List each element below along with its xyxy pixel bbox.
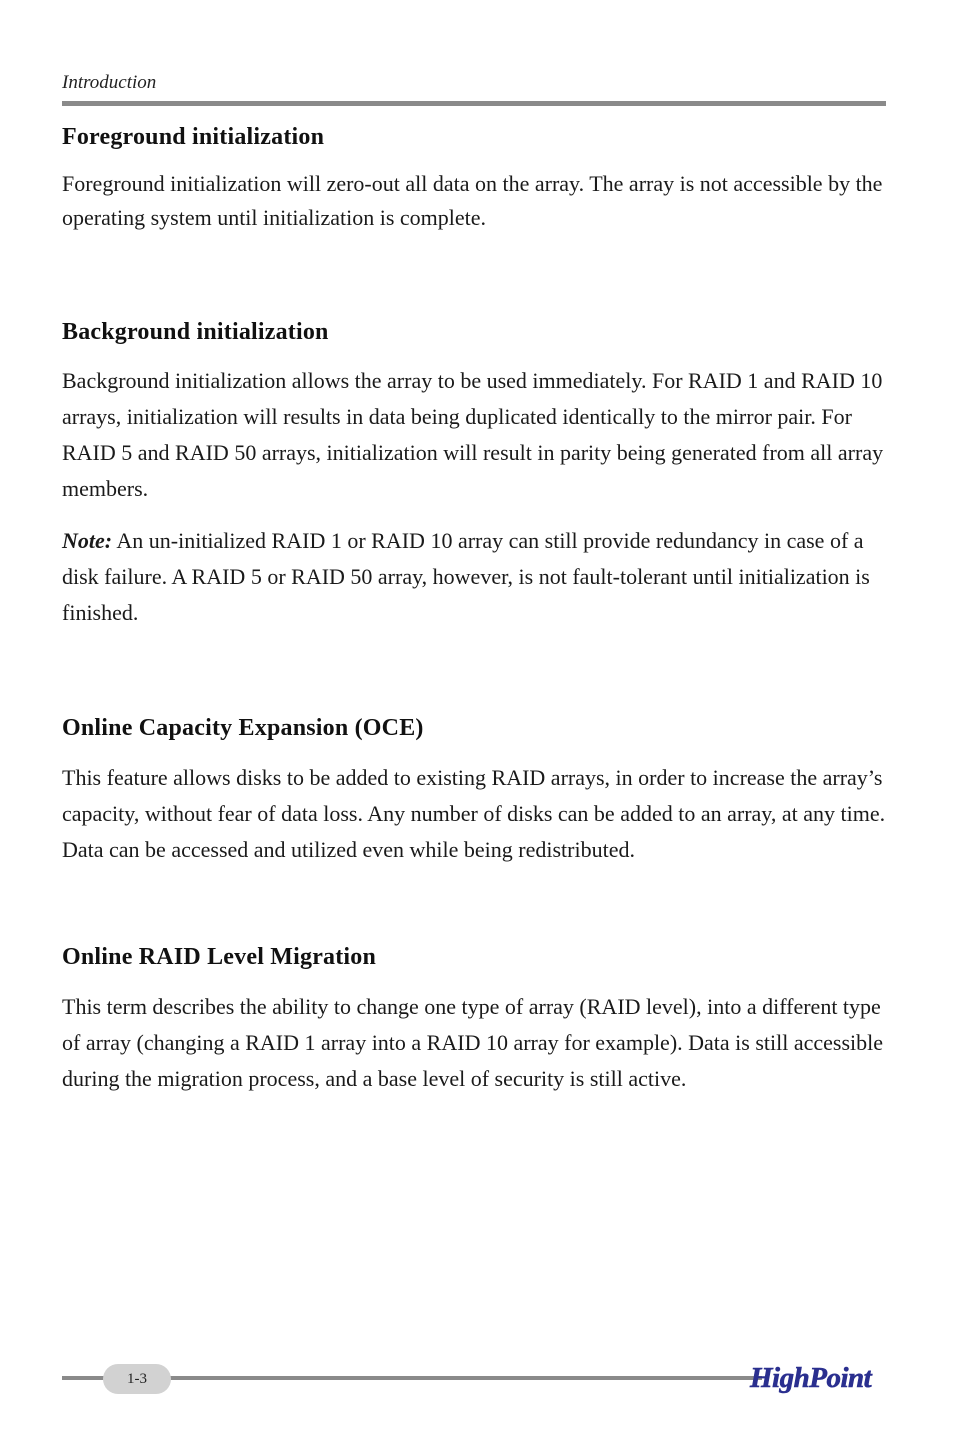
running-header: Introduction — [62, 72, 157, 93]
note-text: An un-initialized RAID 1 or RAID 10 array can still provide redundancy in case of a disk failure. A RAID 5 or RAID 50 array, however, is not fault-tolerant until initialization is finished. — [62, 528, 870, 625]
section-oce — [62, 715, 892, 868]
logo-text: HighPoint — [750, 1362, 872, 1394]
section-foreground-init — [62, 124, 892, 235]
note-paragraph — [62, 523, 892, 631]
section-heading: Online RAID Level Migration — [62, 944, 377, 970]
section-heading: Online Capacity Expansion (OCE) — [62, 715, 424, 741]
section-raid-migration — [62, 944, 892, 1097]
section-paragraph: Background initialization allows the array to be used immediately. For RAID 1 and RAID 10 arrays, initialization will results in data being duplicated identically to the mirror pair. For RAID 5 and RAID 50 arrays, initialization will result in parity being generated from all array members. — [62, 368, 884, 501]
section-background-init — [62, 319, 892, 631]
header-rule — [62, 101, 886, 106]
section-paragraph: This feature allows disks to be added to existing RAID arrays, in order to increase the array’s capacity, without fear of data loss. Any number of disks can be added to an array, at any time. Data can be accessed and utilized even while being redistributed. — [62, 765, 886, 862]
section-paragraph: This term describes the ability to change one type of array (RAID level), into a different type of array (changing a RAID 1 array into a RAID 10 array for example). Data is still accessible during the migration process, and a base level of security is still active. — [62, 994, 884, 1091]
section-heading: Background initialization — [62, 319, 329, 345]
page-number-badge: 1-3 — [103, 1364, 171, 1394]
section-heading: Foreground initialization — [62, 124, 325, 150]
section-paragraph: Foreground initialization will zero-out all data on the array. The array is not accessible by the operating system until initialization is complete. — [62, 171, 883, 230]
note-label: Note: — [62, 528, 113, 553]
page-content — [62, 124, 892, 1097]
highpoint-logo — [748, 1358, 888, 1398]
